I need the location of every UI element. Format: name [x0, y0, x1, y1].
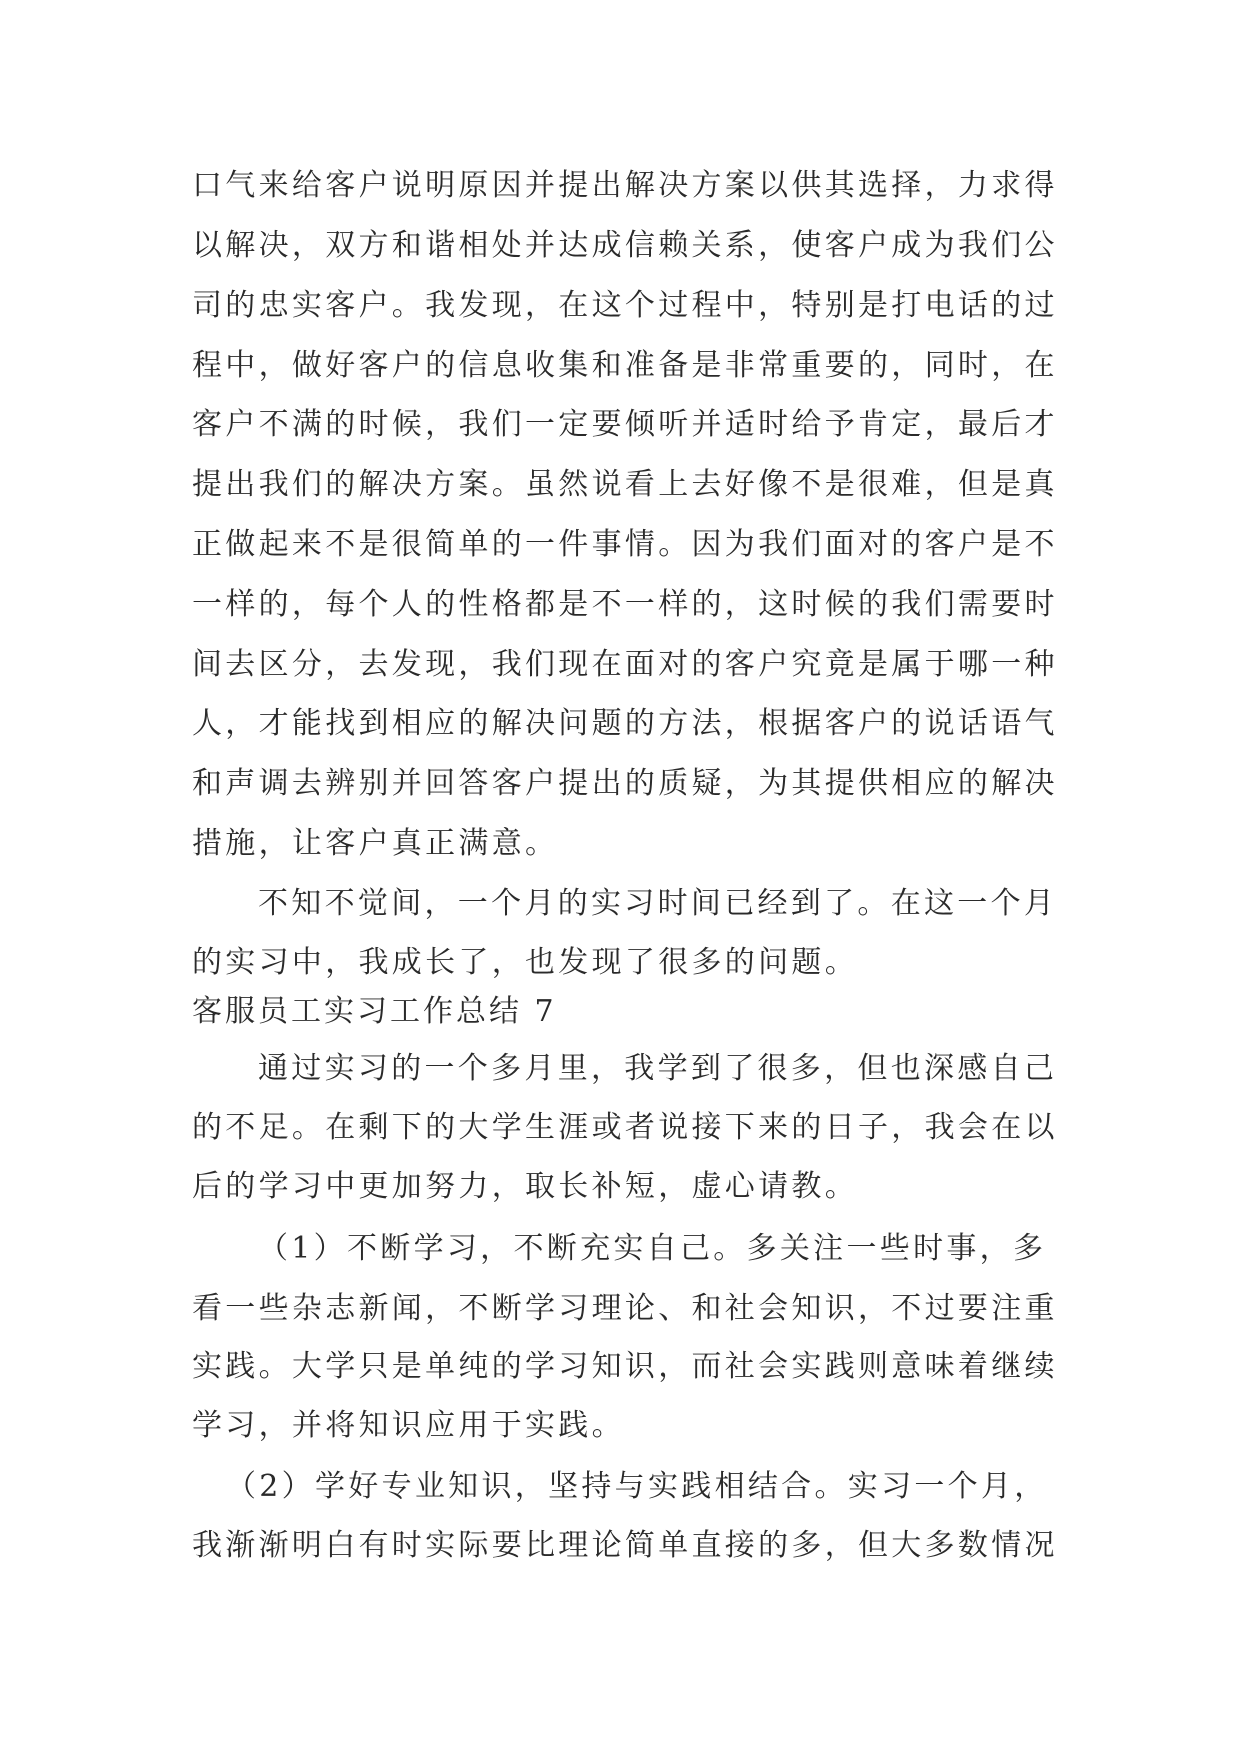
text-line: 正做起来不是很简单的一件事情。因为我们面对的客户是不: [192, 527, 1058, 562]
text-line: 不知不觉间，一个月的实习时间已经到了。在这一个月: [258, 886, 1058, 921]
text-line: 看一些杂志新闻，不断学习理论、和社会知识，不过要注重: [192, 1291, 1058, 1326]
text-line: 以解决，双方和谐相处并达成信赖关系，使客户成为我们公: [192, 228, 1058, 263]
text-line: 客户不满的时候，我们一定要倾听并适时给予肯定，最后才: [192, 407, 1058, 442]
text-line: 和声调去辨别并回答客户提出的质疑，为其提供相应的解决: [192, 766, 1058, 801]
text-line: 口气来给客户说明原因并提出解决方案以供其选择，力求得: [192, 168, 1058, 203]
text-line: 间去区分，去发现，我们现在面对的客户究竟是属于哪一种: [192, 647, 1058, 682]
text-line: 的实习中，我成长了，也发现了很多的问题。: [192, 945, 858, 980]
text-line: 程中，做好客户的信息收集和准备是非常重要的，同时，在: [192, 348, 1058, 383]
section-heading: 客服员工实习工作总结 7: [192, 994, 557, 1029]
text-line: 我渐渐明白有时实际要比理论简单直接的多，但大多数情况: [192, 1528, 1058, 1563]
text-line: 通过实习的一个多月里，我学到了很多，但也深感自己: [258, 1051, 1058, 1086]
text-line: 一样的，每个人的性格都是不一样的，这时候的我们需要时: [192, 587, 1058, 622]
text-line: 学习，并将知识应用于实践。: [192, 1408, 625, 1443]
text-line: （1）不断学习，不断充实自己。多关注一些时事，多: [258, 1231, 1047, 1266]
text-line: 措施，让客户真正满意。: [192, 826, 559, 861]
text-line: 后的学习中更加努力，取长补短，虚心请教。: [192, 1169, 858, 1204]
text-line: 的不足。在剩下的大学生涯或者说接下来的日子，我会在以: [192, 1110, 1058, 1145]
text-line: 提出我们的解决方案。虽然说看上去好像不是很难，但是真: [192, 467, 1058, 502]
text-line: 司的忠实客户。我发现，在这个过程中，特别是打电话的过: [192, 288, 1058, 323]
text-line: 实践。大学只是单纯的学习知识，而社会实践则意味着继续: [192, 1349, 1058, 1384]
text-line: 人，才能找到相应的解决问题的方法，根据客户的说话语气: [192, 706, 1058, 741]
text-line: （2）学好专业知识，坚持与实践相结合。实习一个月，: [226, 1469, 1048, 1504]
